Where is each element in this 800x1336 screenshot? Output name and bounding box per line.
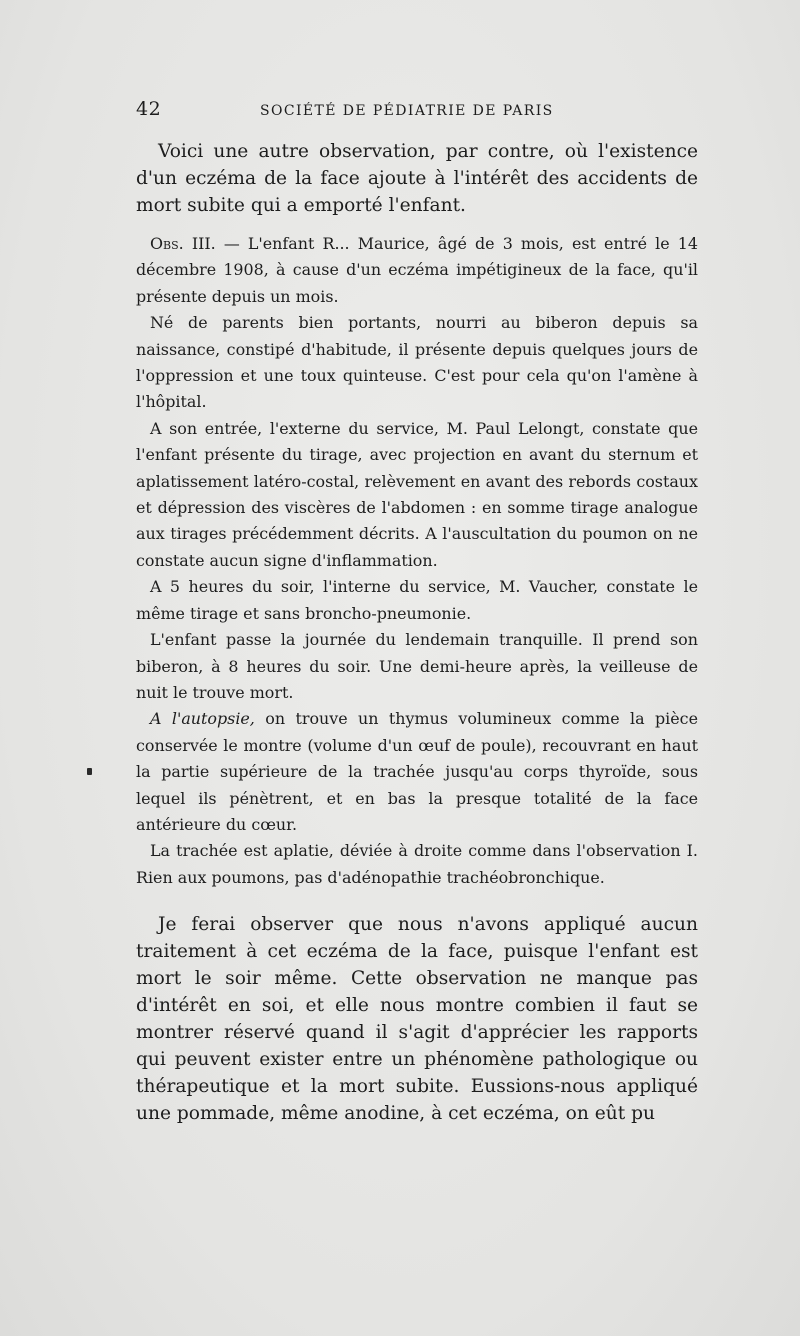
observation-label: Obs. III. — [150, 234, 216, 253]
observation-block — [136, 231, 698, 891]
body-text — [136, 138, 698, 1127]
observation-paragraph-6 — [136, 706, 698, 838]
autopsy-lead: A l'autopsie, — [150, 709, 255, 729]
closing-paragraph: Je ferai observer que nous n'avons appliqué aucun traitement à cet eczéma de la face, puisque l'enfant est mort le soir même. Cette observation ne manque pas d'intérêt en soi, et elle nous montre combien il faut se montrer réservé quand il s'agit d'apprécier les rapports qui peuvent exister entre un phénomène pathologique ou thérapeutique et la mort subite. Eussions-nous appliqué une pommade, même anodine, à cet eczéma, on eût pu — [136, 914, 698, 1125]
intro-paragraph: Voici une autre observation, par contre, où l'existence d'un eczéma de la face ajoute à l'intérêt des accidents de mort subite qui a emporté l'enfant. — [136, 141, 698, 216]
observation-paragraph-6-text: on trouve un thymus volumineux comme la pièce conservée le montre (volume d'un œuf de poule), recouvrant en haut la partie supérieure de la trachée jusqu'au corps thyroïde, sous lequel ils pénètrent, et en bas la presque totalité de la face antérieure du cœur. — [136, 709, 698, 834]
page-number: 42 — [136, 98, 162, 120]
margin-mark — [87, 768, 92, 775]
running-title: SOCIÉTÉ DE PÉDIATRIE DE PARIS — [260, 103, 554, 119]
observation-paragraph-1 — [136, 231, 698, 310]
observation-paragraph-4: A 5 heures du soir, l'interne du service, M. Vaucher, constate le même tirage et sans broncho-pneumonie. — [136, 577, 698, 623]
observation-paragraph-7: La trachée est aplatie, déviée à droite comme dans l'observation I. Rien aux poumons, pas d'adénopathie trachéobronchique. — [136, 841, 698, 887]
observation-paragraph-3: A son entrée, l'externe du service, M. Paul Lelongt, constate que l'enfant présente du tirage, avec projection en avant du sternum et aplatissement latéro-costal, relèvement en avant des rebords costaux et dépression des viscères de l'abdomen : en somme tirage analogue aux tirages précédemment décrits. A l'auscultation du poumon on ne constate aucun signe d'inflammation. — [136, 418, 698, 570]
page-header — [130, 98, 700, 122]
observation-paragraph-5: L'enfant passe la journée du lendemain tranquille. Il prend son biberon, à 8 heures du soir. Une demi-heure après, la veilleuse de nuit le trouve mort. — [136, 630, 698, 702]
observation-paragraph-2: Né de parents bien portants, nourri au biberon depuis sa naissance, constipé d'habitude, il présente depuis quelques jours de l'oppression et une toux quinteuse. C'est pour cela qu'on l'amène à l'hôpital. — [136, 313, 698, 412]
observation-paragraph-1-text: — L'enfant R... Maurice, âgé de 3 mois, est entré le 14 décembre 1908, à cause d'un eczéma impétigineux de la face, qu'il présente depuis un mois. — [136, 234, 698, 306]
